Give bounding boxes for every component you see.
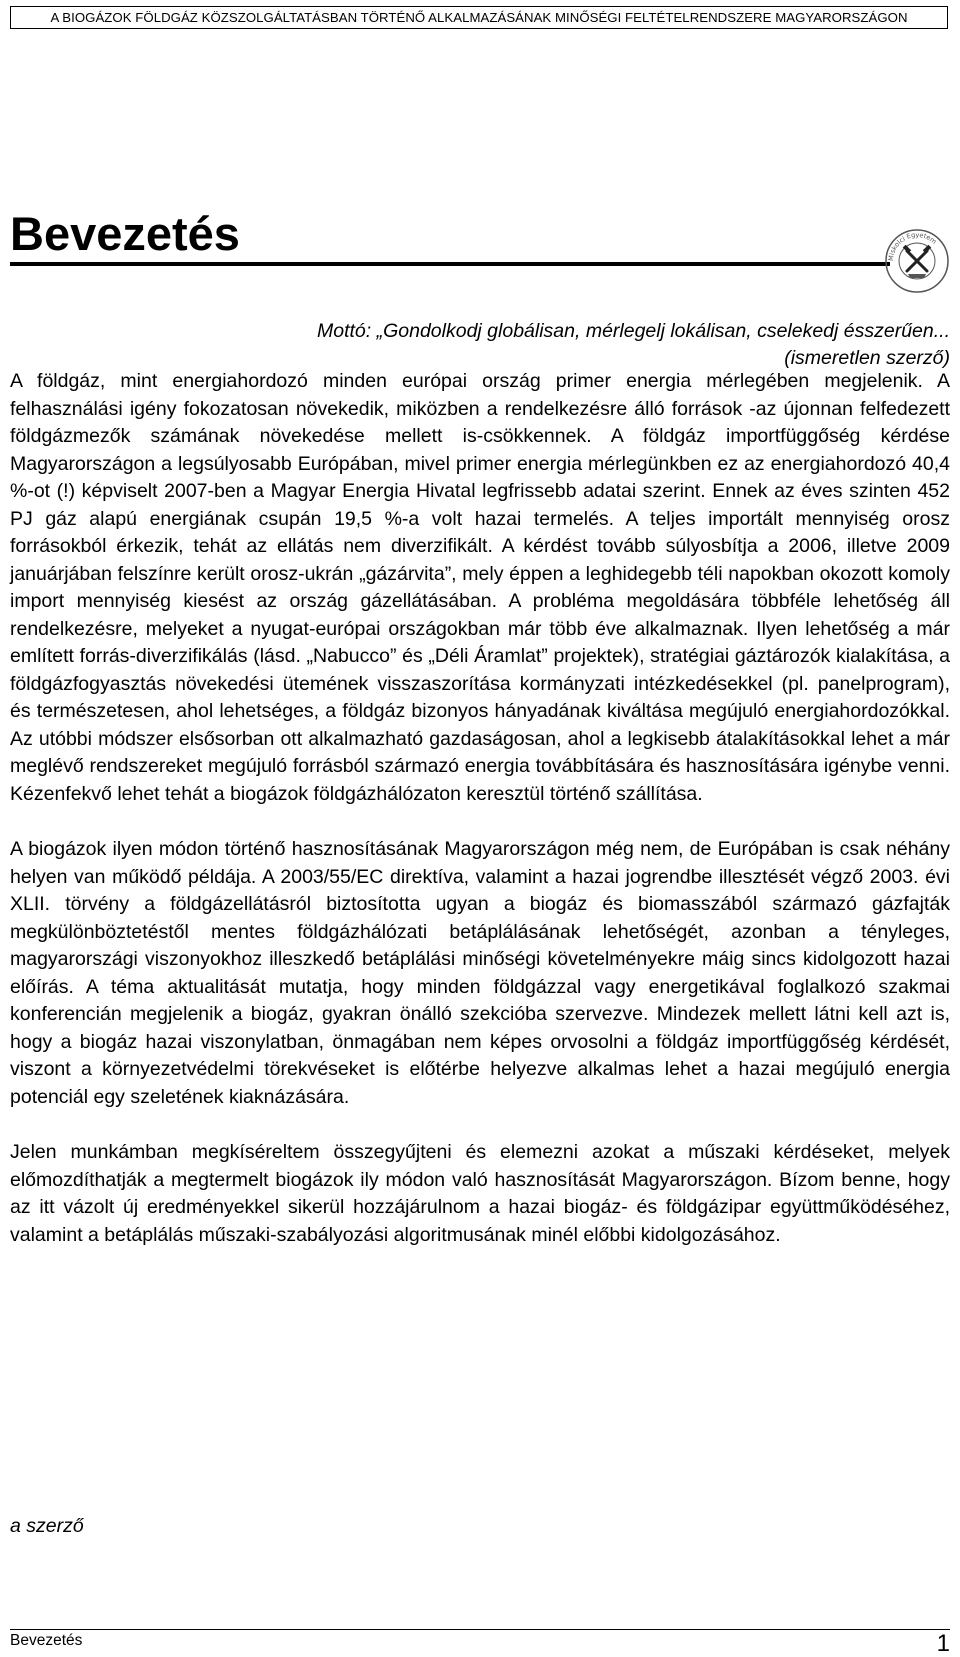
paragraph: A földgáz, mint energiahordozó minden európai ország primer energia mérlegében megjelenik. A felhasználási igény fokozatosan növekedik, miközben a rendelkezésre álló források -az újonnan felfedezett földgázmezők számának növekedése mellett is-csökkennek. A földgáz importfüggőség kérdése Magyarországon a legsúlyosabb Európában, mivel primer energia mérlegünkben ez az energiahordozó 40,4 %-ot (!) képviselt 2007-ben a Magyar Energia Hivatal legfrissebb adatai szerint. Ennek az éves szinten 452 PJ gáz alapú energiának csupán 19,5 %-a volt hazai termelés. A teljes importált mennyiség orosz forrásokból érkezik, tehát az ellátás nem diverzifikált. A kérdést tovább súlyosbítja a 2006, illetve 2009 januárjában felszínre került orosz-ukrán „gázárvita”, mely éppen a leghidegebb téli napokban okozott komoly import mennyiség kiesést az ország gázellátásában. A probléma megoldására többféle lehetőség áll rendelkezésre, melyeket a nyugat-európai országokban már több éve alkalmaznak. Ilyen lehetőség a már említett forrás-diverzifikálás (lásd. „Nabucco” és „Déli Áramlat” projektek), stratégiai gáztározók kialakítása, a földgázfogyasztás növekedési ütemének visszaszorítása kormányzati intézkedésekkel (pl. panelprogram), és természetesen, ahol lehetséges, a földgáz bizonyos hányadának kiváltása megújuló energiahordozókkal. Az utóbbi módszer elsősorban ott alkalmazható gazdaságosan, ahol a legkisebb átalakításokkal lehet a már meglévő rendszereket megújuló forrásból származó energia továbbítására és hasznosítására igénybe venni. Kézenfekvő lehet tehát a biogázok földgázhálózaton keresztül történő szállítása. [10,370,950,805]
body-text [10,368,950,1277]
running-header-title: A BIOGÁZOK FÖLDGÁZ KÖZSZOLGÁLTATÁSBAN TÖRTÉNŐ ALKALMAZÁSÁNAK MINŐSÉGI FELTÉTELRENDSZERE MAGYARORSZÁGON [50,10,908,25]
chapter-title: Bevezetés [10,207,240,260]
signature: a szerző [10,1515,84,1537]
motto-quote: Mottó: „Gondolkodj globálisan, mérlegelj lokálisan, cselekedj ésszerűen... [317,320,950,342]
title-rule [10,262,890,266]
university-seal-icon [884,228,950,294]
motto [186,318,950,372]
paragraph: A biogázok ilyen módon történő hasznosításának Magyarországon még nem, de Európában is csak néhány helyen van működő példája. A 2003/55/EC direktíva, valamint a hazai jogrendbe illesztését végző 2003. évi XLII. törvény a földgázellátásról biztosította ugyan a biogáz és biomasszából származó gázfajták megkülönböztetéstől mentes földgázhálózati betáplálásának lehetőségét, azonban a tényleges, magyarországi viszonyokhoz illeszkedő betáplálási minőségi követelményekre máig sincs kidolgozott hazai előírás. A téma aktualitását mutatja, hogy minden földgázzal vagy energetikával foglalkozó szakmai konferencián megjelenik a biogáz, gyakran önálló szekcióba szervezve. Mindezek mellett látni kell azt is, hogy a biogáz hazai viszonylatban, önmagában nem képes orvosolni a földgáz importfüggőség kérdését, viszont a környezetvédelmi törekvéseket is előtérbe helyezve alkalmas lehet a hazai megújuló energia potenciál egy szeletének kiaknázására. [10,838,950,1108]
paragraph: Jelen munkámban megkíséreltem összegyűjteni és elemezni azokat a műszaki kérdéseket, melyek előmozdíthatják a megtermelt biogázok ily módon való hasznosítását Magyarországon. Bízom benne, hogy az itt vázolt új eredményekkel sikerül hozzájárulnom a hazai biogáz- és földgázipar együttműködéséhez, valamint a betáplálás műszaki-szabályozási algoritmusának minél előbbi kidolgozásához. [10,1141,950,1246]
running-header [10,6,948,29]
motto-attribution: (ismeretlen szerző) [784,347,950,369]
footer-section-label: Bevezetés [10,1632,83,1649]
seal-text: Miskolci Egyetem [886,230,939,262]
footer-rule [10,1629,950,1630]
page-number: 1 [936,1630,950,1657]
